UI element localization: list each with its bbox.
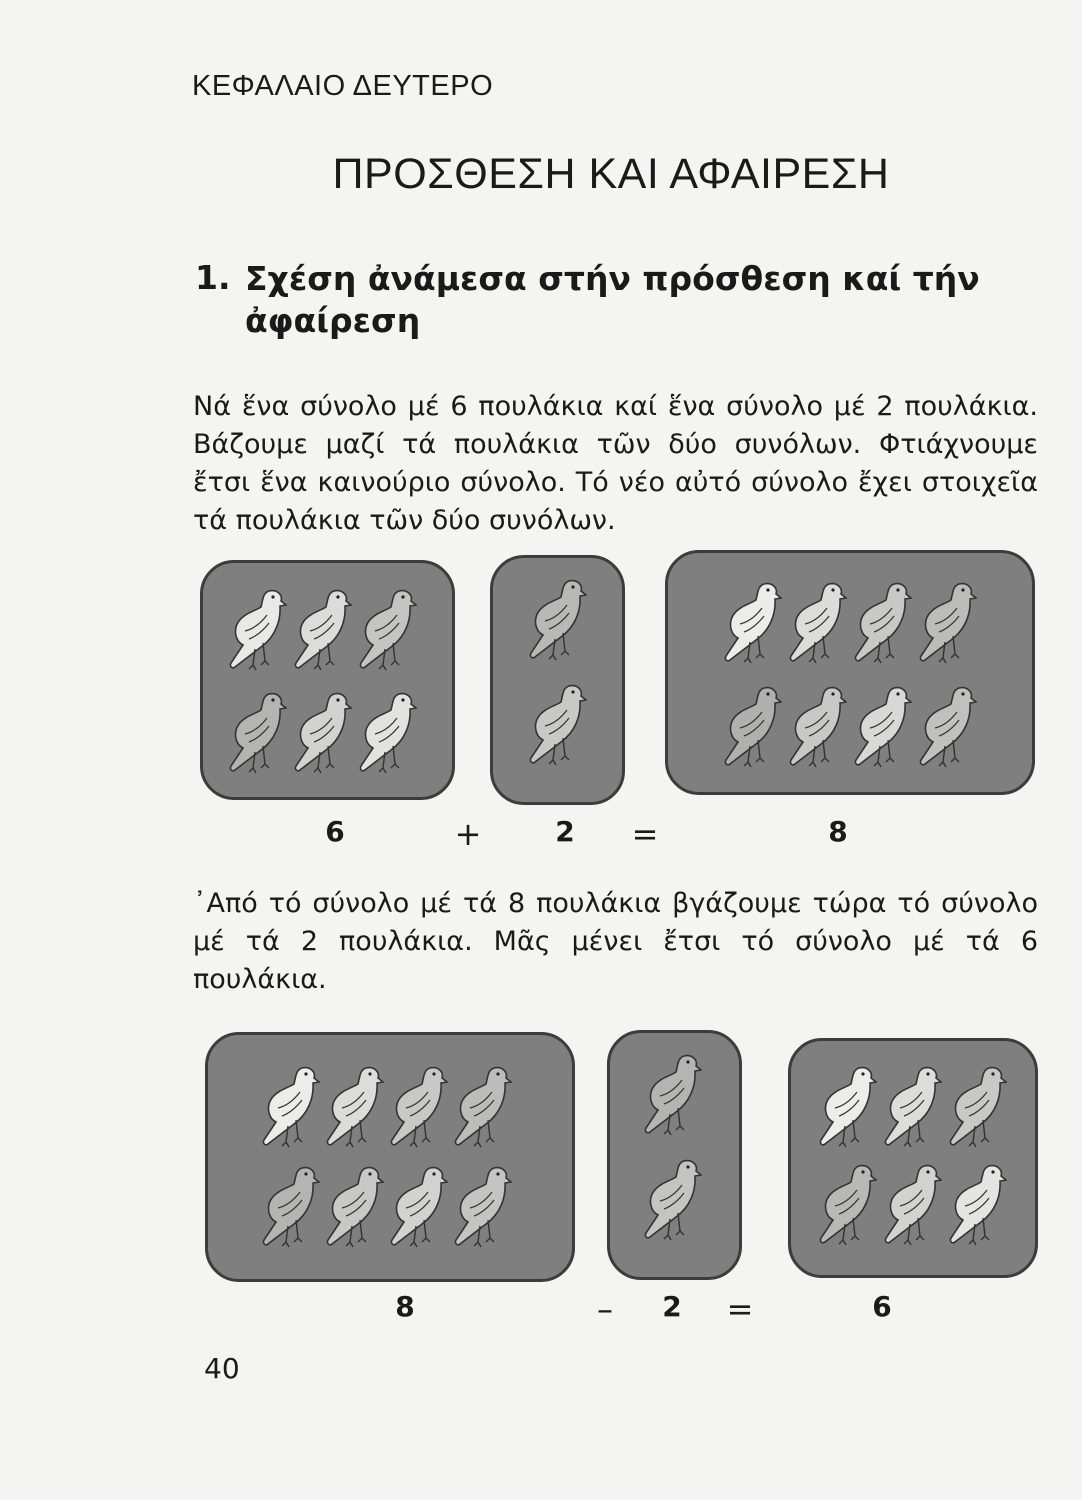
bird-icon (915, 682, 977, 770)
bird-icon (386, 1062, 448, 1150)
equation2-operand-a: 8 (395, 1290, 415, 1323)
equation1-operand-b: 2 (555, 815, 575, 848)
bird-icon (525, 680, 587, 768)
bird-icon (225, 585, 287, 673)
bird-icon (640, 1050, 702, 1138)
bird-icon (815, 1160, 877, 1248)
bird-icon (915, 578, 977, 666)
bird-icon (258, 1062, 320, 1150)
bird-icon (322, 1062, 384, 1150)
bird-icon (386, 1162, 448, 1250)
bird-icon (290, 585, 352, 673)
bird-icon (355, 688, 417, 776)
bird-icon (450, 1162, 512, 1250)
chapter-heading: ΚΕΦΑΛΑΙΟ ΔΕΥΤΕΡΟ (192, 70, 494, 102)
bird-icon (258, 1162, 320, 1250)
bird-icon (850, 578, 912, 666)
bird-icon (525, 575, 587, 663)
equation1-plus-sign: + (454, 815, 482, 853)
bird-icon (880, 1062, 942, 1150)
bird-icon (785, 578, 847, 666)
bird-icon (322, 1162, 384, 1250)
bird-icon (225, 688, 287, 776)
page-number: 40 (204, 1352, 240, 1385)
bird-icon (880, 1160, 942, 1248)
page-title: ΠΡΟΣΘΕΣΗ ΚΑΙ ΑΦΑΙΡΕΣΗ (332, 150, 890, 198)
equation2-operand-b: 2 (662, 1290, 682, 1323)
paragraph-difference: ᾿Από τό σύνολο μέ τά 8 πουλάκια βγάζουμε τώρα τό σύνολο μέ τά 2 πουλάκια. Μᾶς μένει ἔτσι τό σύνολο μέ τά 6 πουλάκια. (193, 888, 1038, 995)
bird-icon (290, 688, 352, 776)
section-number: 1. (195, 258, 231, 297)
bird-icon (355, 585, 417, 673)
section-title: Σχέση ἀνάμεσα στήν πρόσθεση καί τήν ἀφαίρεση (245, 259, 980, 340)
bird-icon (720, 682, 782, 770)
bird-icon (945, 1160, 1007, 1248)
equation2-equals-sign: = (726, 1290, 754, 1328)
bird-icon (850, 682, 912, 770)
bird-icon (720, 578, 782, 666)
bird-icon (945, 1062, 1007, 1150)
equation2-minus-sign: – (597, 1290, 613, 1328)
equation1-equals-sign: = (631, 815, 659, 853)
bird-icon (640, 1155, 702, 1243)
equation1-result: 8 (828, 815, 848, 848)
equation1-operand-a: 6 (325, 815, 345, 848)
paragraph-union: Νά ἕνα σύνολο μέ 6 πουλάκια καί ἕνα σύνολο μέ 2 πουλάκια. Βάζουμε μαζί τά πουλάκια τῶν δύο συνόλων. Φτιάχνουμε ἔτσι ἕνα καινούριο σύνολο. Τό νέο αὐτό σύνολο ἔχει στοιχεῖα τά πουλάκια τῶν δύο συνόλων. (193, 391, 1038, 536)
bird-icon (450, 1062, 512, 1150)
bird-icon (815, 1062, 877, 1150)
equation2-result: 6 (872, 1290, 892, 1323)
bird-icon (785, 682, 847, 770)
